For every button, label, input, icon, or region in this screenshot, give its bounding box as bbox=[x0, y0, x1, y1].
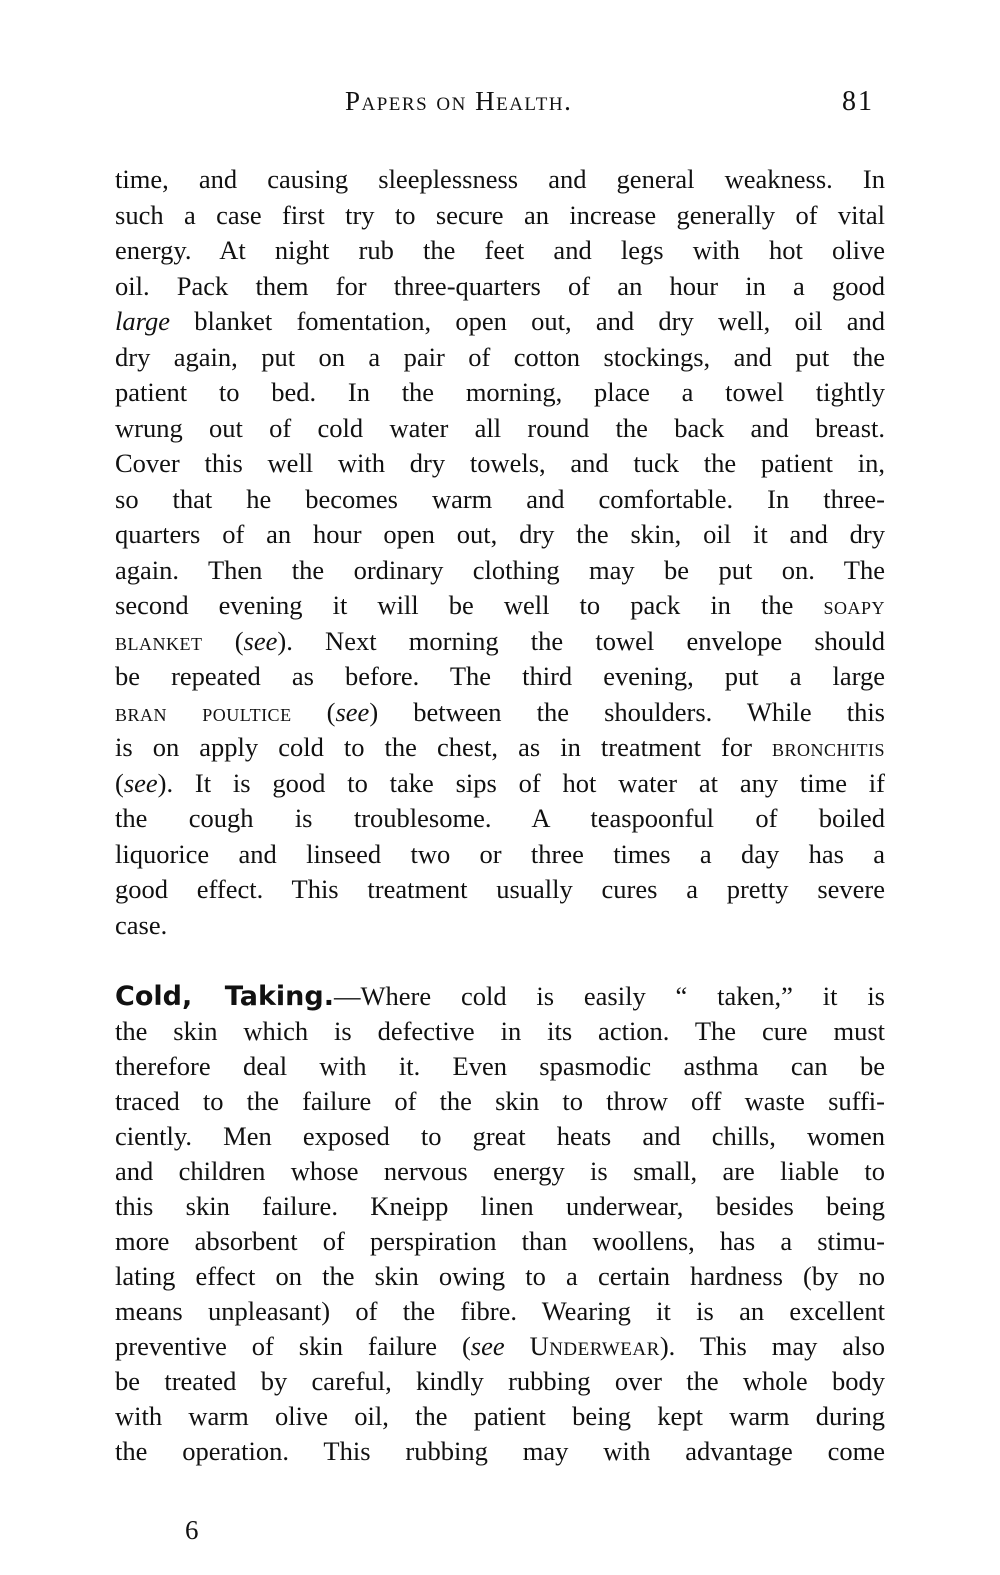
text-line bbox=[115, 624, 885, 660]
italic-text: see bbox=[470, 1331, 505, 1361]
text-run: second evening it will be well to pack in the bbox=[115, 590, 824, 620]
text-run: ). It is good to take sips of hot water at any time if bbox=[157, 767, 885, 798]
text-line bbox=[115, 411, 885, 447]
text-run: more absorbent of perspiration than woollens, has a stimu- bbox=[115, 1226, 885, 1256]
text-run: wrung out of cold water all round the back and breast. bbox=[115, 412, 885, 443]
text-line bbox=[115, 517, 885, 553]
text-line bbox=[115, 446, 885, 482]
text-run: the skin which is defective in its action. The cure must bbox=[115, 1016, 885, 1046]
cross-reference: soapy bbox=[823, 593, 885, 620]
text-run: preventive of skin failure ( bbox=[115, 1331, 471, 1361]
text-line bbox=[115, 1189, 885, 1224]
text-line bbox=[115, 1119, 885, 1154]
text-line bbox=[115, 1154, 885, 1189]
text-run: lating effect on the skin owing to a certain hardness (by no bbox=[115, 1261, 885, 1291]
text-run: ciently. Men exposed to great heats and chills, women bbox=[115, 1121, 885, 1151]
text-run: ). Next morning the towel envelope should bbox=[277, 625, 885, 656]
text-line bbox=[115, 1364, 885, 1399]
text-run: ( bbox=[291, 696, 336, 727]
text-run: so that he becomes warm and comfortable. In three- bbox=[115, 483, 885, 514]
text-line bbox=[115, 1434, 885, 1469]
signature-mark: 6 bbox=[185, 1515, 199, 1545]
paragraph-cold-taking bbox=[115, 979, 885, 1469]
text-line bbox=[115, 979, 885, 1014]
text-line bbox=[115, 375, 885, 411]
cross-reference: bronchitis bbox=[771, 735, 885, 762]
text-run: the operation. This rubbing may with advantage come bbox=[115, 1436, 885, 1466]
italic-text: see bbox=[335, 696, 370, 727]
italic-text: see bbox=[243, 625, 278, 656]
text-line bbox=[115, 766, 885, 802]
text-line bbox=[115, 588, 885, 624]
text-run: and children whose nervous energy is small, are liable to bbox=[115, 1156, 885, 1186]
text-run: traced to the failure of the skin to throw off waste suffi- bbox=[115, 1086, 885, 1116]
cross-reference: bran poultice bbox=[115, 699, 292, 727]
text-run: this skin failure. Kneipp linen underwear, besides being bbox=[115, 1191, 885, 1221]
text-line bbox=[115, 233, 885, 269]
text-run: such a case first try to secure an increase generally of vital bbox=[115, 199, 885, 230]
text-run: is on apply cold to the chest, as in treatment for bbox=[115, 732, 772, 762]
text-line bbox=[115, 695, 885, 731]
text-line bbox=[115, 730, 885, 766]
text-run: be repeated as before. The third evening, put a large bbox=[115, 661, 885, 691]
text-line bbox=[115, 1014, 885, 1049]
running-head-title: Papers on Health. bbox=[345, 86, 573, 116]
text-run: dry again, put on a pair of cotton stockings, and put the bbox=[115, 341, 885, 372]
text-run: ) between the shoulders. While this bbox=[369, 696, 885, 727]
text-line bbox=[115, 1049, 885, 1084]
text-run: quarters of an hour open out, dry the skin, oil it and dry bbox=[115, 519, 885, 549]
text-line bbox=[115, 1224, 885, 1259]
text-line bbox=[115, 269, 885, 305]
text-line bbox=[115, 1329, 885, 1364]
text-run: therefore deal with it. Even spasmodic asthma can be bbox=[115, 1051, 885, 1081]
text-line bbox=[115, 908, 885, 944]
text-run: the cough is troublesome. A teaspoonful of boiled bbox=[115, 803, 885, 833]
cross-reference: blanket bbox=[115, 628, 203, 656]
text-line bbox=[115, 837, 885, 873]
cross-reference: Underwear bbox=[529, 1331, 660, 1361]
text-run bbox=[505, 1331, 530, 1361]
text-run: blanket fomentation, open out, and dry well, oil and bbox=[169, 306, 885, 336]
italic-text: large bbox=[115, 306, 170, 336]
entry-heading: Cold, Taking. bbox=[115, 981, 334, 1012]
text-line bbox=[115, 659, 885, 695]
text-run: be treated by careful, kindly rubbing over the whole body bbox=[115, 1366, 885, 1396]
text-run: with warm olive oil, the patient being kept warm during bbox=[115, 1401, 885, 1431]
text-run: liquorice and linseed two or three times a day has a bbox=[115, 838, 885, 869]
text-run: energy. At night rub the feet and legs with hot olive bbox=[115, 235, 885, 265]
italic-text: see bbox=[123, 767, 158, 798]
text-run: time, and causing sleeplessness and general weakness. In bbox=[115, 164, 885, 194]
text-line bbox=[115, 304, 885, 340]
text-run: ( bbox=[115, 767, 124, 798]
text-line bbox=[115, 1084, 885, 1119]
text-line bbox=[115, 801, 885, 837]
text-line bbox=[115, 340, 885, 376]
text-run: good effect. This treatment usually cures a pretty severe bbox=[115, 874, 885, 904]
text-run: oil. Pack them for three-quarters of an hour in a good bbox=[115, 270, 885, 301]
text-line bbox=[115, 1399, 885, 1434]
text-run: —Where cold is easily “ taken,” it is bbox=[334, 981, 885, 1011]
text-line bbox=[115, 553, 885, 589]
running-head bbox=[0, 86, 1000, 126]
text-line bbox=[115, 482, 885, 518]
text-run: case. bbox=[115, 909, 168, 940]
text-line bbox=[115, 1259, 885, 1294]
text-run: ( bbox=[202, 625, 244, 656]
text-run: again. Then the ordinary clothing may be put on. The bbox=[115, 554, 885, 585]
text-run: ). This may also bbox=[659, 1331, 885, 1361]
text-line bbox=[115, 1294, 885, 1329]
paragraph-cough-treatment bbox=[115, 162, 885, 943]
text-line bbox=[115, 198, 885, 234]
text-run: patient to bed. In the morning, place a towel tightly bbox=[115, 377, 885, 407]
text-line bbox=[115, 872, 885, 908]
text-line bbox=[115, 162, 885, 198]
text-run: Cover this well with dry towels, and tuck the patient in, bbox=[115, 448, 885, 478]
page-number: 81 bbox=[842, 86, 874, 117]
text-run: means unpleasant) of the fibre. Wearing it is an excellent bbox=[115, 1296, 885, 1326]
